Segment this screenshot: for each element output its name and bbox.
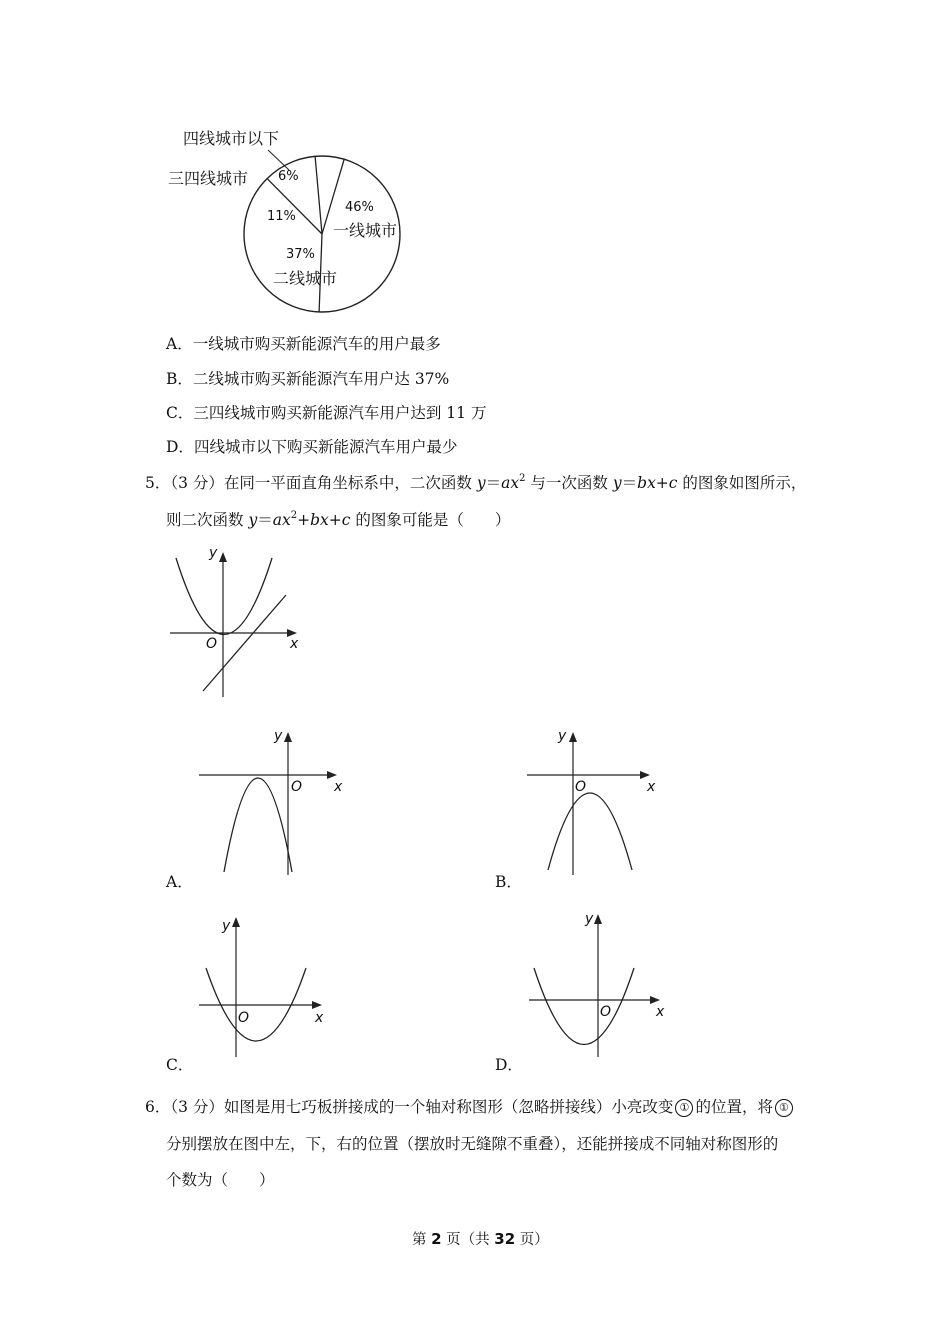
question-score: （3 分） <box>170 1098 224 1116</box>
y-axis-label: y <box>558 728 567 744</box>
y-axis-label: y <box>274 728 283 744</box>
stem-text: 则二次函数 <box>166 511 249 529</box>
math-var: y <box>248 511 258 529</box>
math-exponent: 2 <box>290 510 298 521</box>
q5-option-c-label: C． <box>166 1056 194 1074</box>
math-var: y <box>476 474 486 492</box>
option-text: 三四线城市购买新能源汽车用户达到 11 万 <box>193 404 487 422</box>
math-op: + <box>297 511 311 529</box>
pie-label-tier1: 一线城市 <box>333 221 398 240</box>
leader-line-tier4 <box>268 150 289 170</box>
pie-label-tier34: 三四线城市 <box>168 169 249 188</box>
y-axis-label: y <box>209 545 218 561</box>
page-total: 32 <box>494 1230 516 1248</box>
origin-label: O <box>238 1010 250 1026</box>
page-footer <box>412 1229 549 1250</box>
origin-label: O <box>600 1004 612 1020</box>
stem-text: 的位置，将 <box>695 1098 773 1116</box>
x-axis-arrow <box>640 771 650 779</box>
circled-one-icon: ① <box>675 1099 693 1117</box>
pie-label-tier4: 四线城市以下 <box>183 129 280 148</box>
x-axis-label: x <box>290 636 299 652</box>
option-text: 二线城市购买新能源汽车用户达 37% <box>192 370 450 388</box>
math-var: y <box>612 474 622 492</box>
y-axis-arrow <box>232 917 240 927</box>
pie-pct-tier4: 6% <box>278 169 299 184</box>
footer-text: 页（共 <box>441 1232 495 1248</box>
stem-text: 如图是用七巧板拼接成的一个轴对称图形（忽略拼接线）小亮改变 <box>223 1098 674 1116</box>
parabola-curve <box>176 558 272 635</box>
q5-reference-graph <box>160 540 310 705</box>
q5-option-d-label: D． <box>495 1056 523 1074</box>
q5-option-b-label: B． <box>495 873 522 891</box>
parabola-curve <box>534 968 634 1045</box>
x-axis-arrow <box>650 996 660 1004</box>
math-var: bx+c <box>310 511 351 529</box>
q5-stem-line1 <box>145 473 806 496</box>
option-letter: D． <box>166 438 194 456</box>
page-number: 2 <box>431 1230 442 1248</box>
q5-option-a-graph <box>190 725 350 880</box>
q4-option-a <box>166 334 441 354</box>
math-eq: ＝ <box>621 474 638 492</box>
stem-text: 的图象如图所示， <box>677 474 807 492</box>
pie-chart <box>150 118 410 318</box>
y-axis-arrow <box>594 914 602 924</box>
circled-one-icon: ① <box>775 1099 793 1117</box>
option-text: 四线城市以下购买新能源汽车用户最少 <box>193 438 458 456</box>
pie-label-tier2: 二线城市 <box>273 269 338 288</box>
x-axis-label: x <box>334 779 343 795</box>
q6-stem-line2: 分别摆放在图中左，下，右的位置（摆放时无缝隙不重叠），还能拼接成不同轴对称图形的 <box>166 1135 779 1153</box>
math-var: bx+c <box>637 474 678 492</box>
math-var: ax <box>272 511 291 529</box>
question-number: 6． <box>145 1098 171 1116</box>
option-text: 一线城市购买新能源汽车的用户最多 <box>192 335 441 353</box>
parabola-curve <box>548 793 632 870</box>
y-axis-arrow <box>284 732 292 742</box>
q5-option-b-graph <box>520 725 670 880</box>
q5-stem-line2 <box>166 510 510 533</box>
y-axis-label: y <box>585 911 594 927</box>
q5-option-d-graph <box>520 905 670 1060</box>
y-axis-label: y <box>222 918 231 934</box>
origin-label: O <box>291 779 303 795</box>
x-axis-arrow <box>327 771 337 779</box>
option-letter: C． <box>166 404 194 422</box>
x-axis-arrow <box>312 1001 322 1009</box>
origin-label: O <box>206 636 218 652</box>
stem-text: 在同一平面直角坐标系中，二次函数 <box>223 474 477 492</box>
footer-text: 页） <box>515 1232 549 1248</box>
stem-text: 与一次函数 <box>525 474 613 492</box>
footer-text: 第 <box>412 1232 432 1248</box>
origin-label: O <box>575 779 587 795</box>
q4-option-d <box>166 437 457 457</box>
x-axis-label: x <box>656 1004 665 1020</box>
q5-option-a-label: A． <box>166 873 193 891</box>
question-score: （3 分） <box>170 474 224 492</box>
math-exponent: 2 <box>519 473 526 484</box>
stem-text: 的图象可能是（ ） <box>350 511 511 529</box>
pie-pct-tier1: 46% <box>345 200 374 215</box>
option-letter: B． <box>166 370 193 388</box>
q6-stem-line1 <box>145 1097 795 1117</box>
question-number: 5． <box>145 474 171 492</box>
math-eq: ＝ <box>485 474 502 492</box>
y-axis-arrow <box>569 732 577 742</box>
pie-pct-tier34: 11% <box>267 209 296 224</box>
q4-option-c <box>166 403 486 423</box>
parabola-curve <box>224 778 292 872</box>
x-axis-label: x <box>315 1010 324 1026</box>
y-axis-arrow <box>219 552 227 562</box>
option-letter: A． <box>166 335 193 353</box>
math-var: ax <box>501 474 520 492</box>
pie-pct-tier2: 37% <box>286 247 315 262</box>
q4-option-b <box>166 369 449 389</box>
q6-stem-line3: 个数为（ ） <box>166 1171 275 1189</box>
x-axis-label: x <box>647 779 656 795</box>
q5-option-c-graph <box>195 908 345 1063</box>
math-eq: ＝ <box>257 511 273 529</box>
